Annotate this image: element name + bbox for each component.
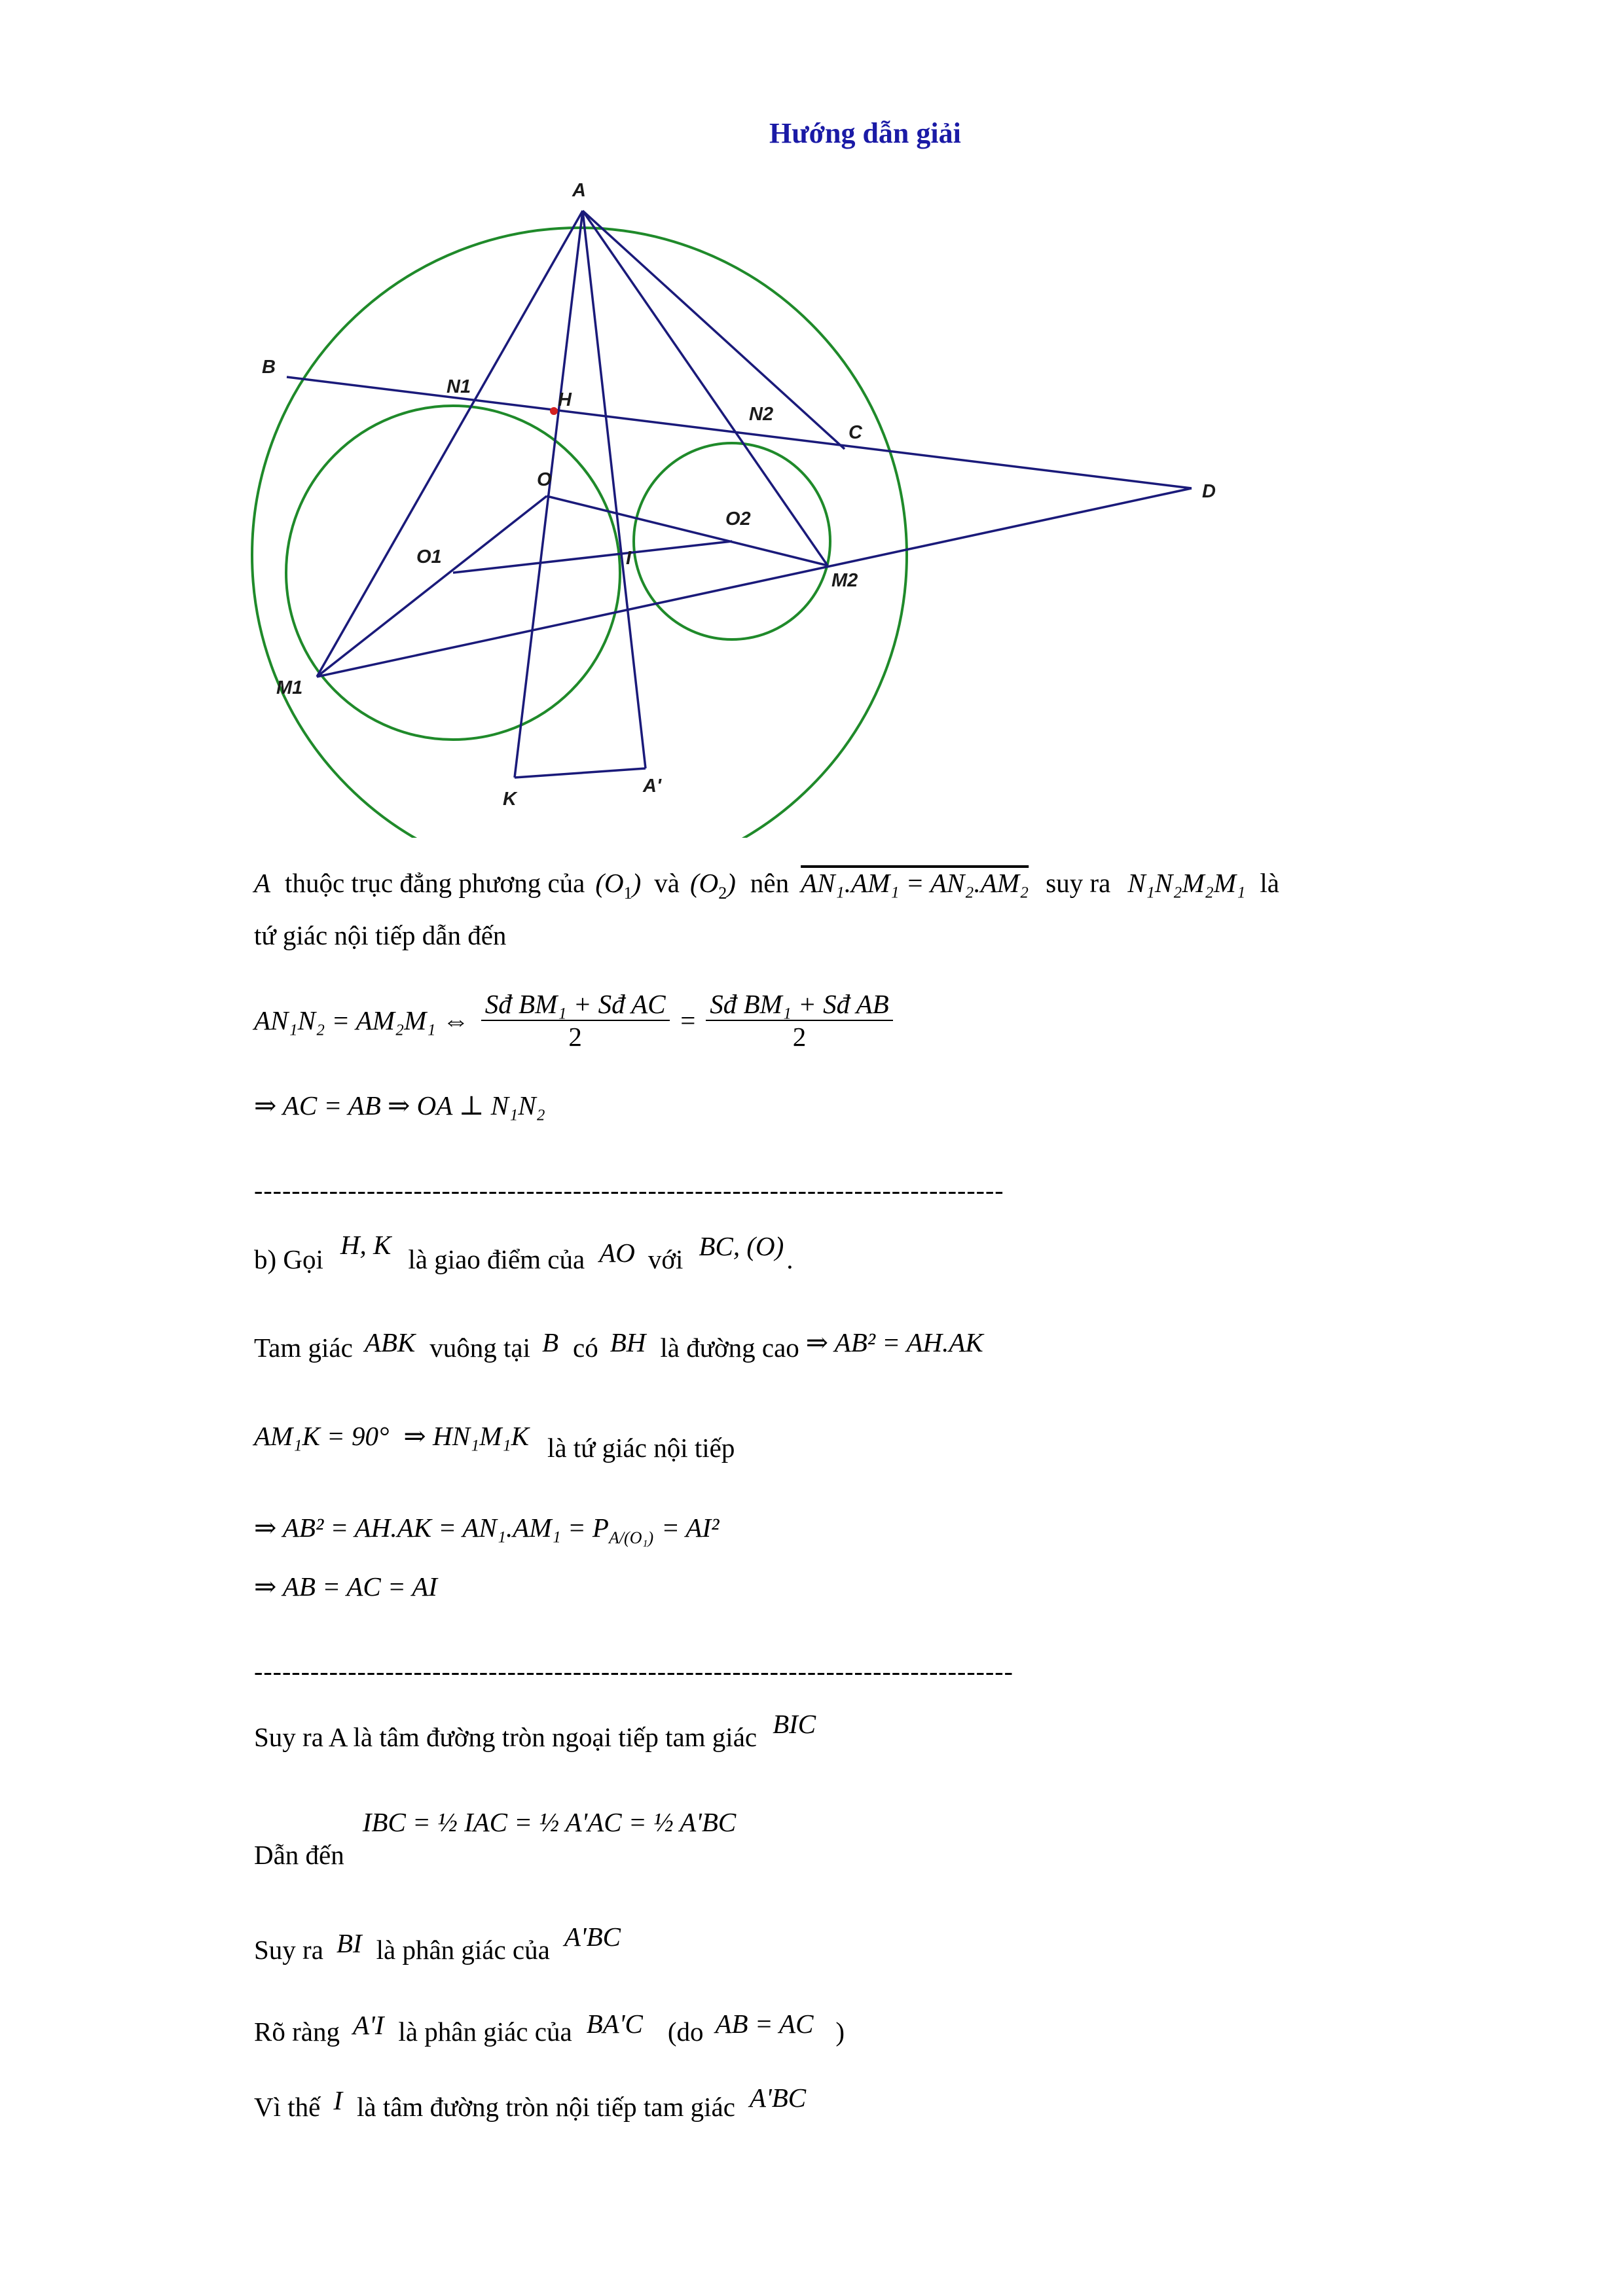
math-O2-close: ) <box>727 868 736 898</box>
math-O1-close: ) <box>632 868 642 898</box>
fraction-1 <box>481 988 670 1052</box>
math-O1-sub: 1 <box>623 884 632 903</box>
equals-sign: = <box>678 1005 697 1035</box>
math-angle-AM1K: AM₁K = 90° <box>254 1421 390 1451</box>
text-phan-giac-2: là phân giác của <box>398 2017 572 2047</box>
text-dan-den: Dẫn đến <box>254 1840 344 1870</box>
conclusion-2 <box>254 1806 737 1870</box>
math-ABK: ABK <box>364 1327 416 1357</box>
equation-power-end: = AI² <box>661 1513 720 1543</box>
math-AO: AO <box>599 1238 635 1268</box>
conclusion-5 <box>254 2083 807 2123</box>
math-A-prime-BC: A'BC <box>564 1922 621 1952</box>
point-H <box>550 407 558 415</box>
fraction-2-denominator: 2 <box>792 1022 807 1052</box>
right-angle-statement <box>254 1420 735 1463</box>
math-quadrilateral: N₁N₂M₂M₁ <box>1127 868 1246 898</box>
label-I: I <box>626 548 632 569</box>
equation-power <box>254 1512 719 1548</box>
math-BIC: BIC <box>773 1709 816 1739</box>
conclusion-3 <box>254 1922 621 1965</box>
label-C: C <box>848 422 862 443</box>
text-vuong-tai: vuông tại <box>429 1333 530 1363</box>
math-O2-sub: 2 <box>718 884 727 903</box>
text-la: là <box>1260 868 1279 898</box>
fraction-2-numerator: Sđ BM₁ + Sđ AB <box>706 988 892 1021</box>
text-giao-diem: là giao điểm của <box>408 1244 585 1274</box>
equation-angles <box>254 988 893 1052</box>
label-M2: M2 <box>831 570 858 591</box>
text-period: . <box>786 1244 793 1274</box>
text-line-1 <box>254 867 1279 903</box>
math-HK: H, K <box>340 1230 392 1260</box>
label-M1: M1 <box>276 677 303 698</box>
triangle-statement <box>254 1327 983 1363</box>
part-b-intro <box>254 1230 793 1275</box>
math-I: I <box>333 2085 342 2115</box>
figure-background <box>249 177 1244 838</box>
math-BC-O: BC, (O) <box>699 1231 784 1261</box>
label-N1: N1 <box>447 376 471 397</box>
text-tam-giac: Tam giác <box>254 1333 353 1363</box>
math-BI: BI <box>336 1928 362 1958</box>
equation-angles-lhs: AN₁N₂ = AM₂M₁ ⇔ <box>254 1005 469 1035</box>
equation-arcs: ⇒ AC = AB ⇒ OA ⊥ N₁N₂ <box>254 1090 545 1121</box>
equation-power-subscript: A/(O₁) <box>608 1528 654 1547</box>
label-D: D <box>1202 481 1216 502</box>
text-do: (do <box>667 2017 704 2047</box>
text-vi-the: Vì thế <box>254 2092 321 2122</box>
text-ro-rang: Rõ ràng <box>254 2017 340 2047</box>
fraction-1-denominator: 2 <box>568 1022 582 1052</box>
conclusion-1 <box>254 1709 816 1753</box>
math-angle-chain: IBC = ½ IAC = ½ A'AC = ½ A'BC <box>362 1807 737 1837</box>
text-close-paren: ) <box>835 2017 845 2047</box>
label-O2: O2 <box>725 509 751 529</box>
text-suy-ra: suy ra <box>1046 868 1111 898</box>
label-O: O <box>537 469 552 490</box>
label-O1: O1 <box>416 547 442 567</box>
math-A: A <box>254 868 271 898</box>
text-co: có <box>573 1333 598 1363</box>
text-incenter: là tâm đường tròn nội tiếp tam giác <box>357 2092 735 2122</box>
text-line-2: tứ giác nội tiếp dẫn đến <box>254 920 507 950</box>
label-A: A <box>572 180 586 201</box>
math-AB-squared: ⇒ AB² = AH.AK <box>805 1327 983 1357</box>
math-BA-prime-C: BA'C <box>586 2009 643 2039</box>
math-A-prime-BC-2: A'BC <box>749 2083 807 2113</box>
equation-equal-lengths: ⇒ AB = AC = AI <box>254 1571 437 1602</box>
text-voi: với <box>647 1244 684 1274</box>
label-B: B <box>262 357 276 378</box>
math-power-equality: AN₁.AM₁ = AN₂.AM₂ <box>801 868 1029 898</box>
text-va: và <box>654 868 680 898</box>
fraction-1-numerator: Sđ BM₁ + Sđ AC <box>481 988 670 1021</box>
separator-2: --------------------------------------------------------------------------------- <box>254 1657 1013 1686</box>
label-H: H <box>558 389 572 410</box>
text-phan-giac-1: là phân giác của <box>376 1935 550 1965</box>
text-duong-cao: là đường cao <box>660 1333 799 1363</box>
fraction-2 <box>706 988 892 1052</box>
text-radical-axis: thuộc trục đẳng phương của <box>285 868 585 898</box>
math-arc-equality: AB = AC <box>715 2009 814 2039</box>
math-A-prime-I: A'I <box>352 2010 384 2040</box>
text-nen: nên <box>750 868 790 898</box>
text-circumcenter: Suy ra A là tâm đường tròn ngoại tiếp tam giác <box>254 1722 757 1752</box>
label-K: K <box>503 789 517 810</box>
equation-power-main: ⇒ AB² = AH.AK = AN₁.AM₁ = P <box>254 1513 609 1543</box>
separator-1: -------------------------------------------------------------------------------- <box>254 1175 1004 1205</box>
text-tu-giac-noi-tiep: là tứ giác nội tiếp <box>547 1433 735 1463</box>
geometry-figure <box>249 177 1244 838</box>
conclusion-4 <box>254 2009 845 2047</box>
text-suy-ra-2: Suy ra <box>254 1935 323 1965</box>
math-O1: (O <box>595 868 624 898</box>
math-BH: BH <box>610 1327 646 1357</box>
text-b-goi: b) Gọi <box>254 1244 323 1274</box>
label-A-prime: A' <box>643 776 661 797</box>
math-B: B <box>541 1327 559 1357</box>
page-title: Hướng dẫn giải <box>769 117 961 149</box>
math-HN1M1K: ⇒ HN₁M₁K <box>403 1421 529 1451</box>
math-O2: (O <box>690 868 719 898</box>
label-N2: N2 <box>749 404 774 425</box>
